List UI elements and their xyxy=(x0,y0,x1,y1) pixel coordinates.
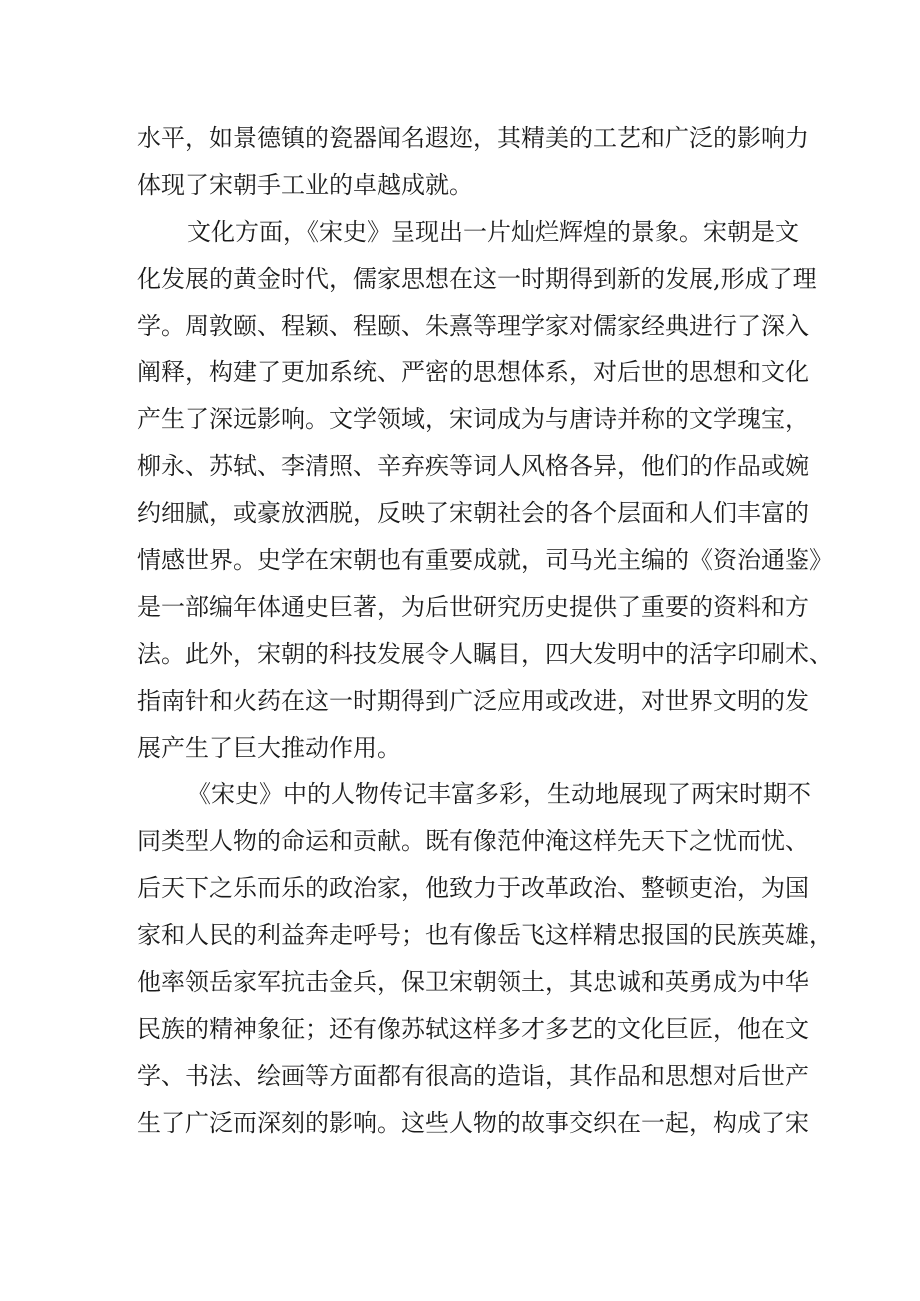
text-line: 他率领岳家军抗击金兵，保卫宋朝领土，其忠诚和英勇成为中华 xyxy=(137,968,809,997)
text-line: 化发展的黄金时代，儒家思想在这一时期得到新的发展,形成了理 xyxy=(137,264,817,293)
text-line: 后天下之乐而乐的政治家，他致力于改革政治、整顿吏治，为国 xyxy=(137,874,809,903)
text-line: 民族的精神象征；还有像苏轼这样多才多艺的文化巨匠，他在文 xyxy=(137,1014,809,1043)
text-line: 家和人民的利益奔走呼号；也有像岳飞这样精忠报国的民族英雄， xyxy=(137,921,833,950)
text-line: 学、书法、绘画等方面都有很高的造诣，其作品和思想对后世产 xyxy=(137,1061,809,1090)
text-line: 体现了宋朝手工业的卓越成就。 xyxy=(137,170,473,199)
paragraph-first-line: 《宋史》中的人物传记丰富多彩，生动地展现了两宋时期不 xyxy=(187,780,811,809)
text-line: 展产生了巨大推动作用。 xyxy=(137,733,401,762)
text-line: 指南针和火药在这一时期得到广泛应用或改进，对世界文明的发 xyxy=(137,686,809,715)
text-line: 法。此外，宋朝的科技发展令人瞩目，四大发明中的活字印刷术、 xyxy=(137,639,833,668)
text-line: 同类型人物的命运和贡献。既有像范仲淹这样先天下之忧而忧、 xyxy=(137,827,809,856)
text-line: 阐释，构建了更加系统、严密的思想体系，对后世的思想和文化 xyxy=(137,358,809,387)
text-line: 柳永、苏轼、李清照、辛弃疾等词人风格各异，他们的作品或婉 xyxy=(137,452,809,481)
text-line: 是一部编年体通史巨著，为后世研究历史提供了重要的资料和方 xyxy=(137,592,809,621)
text-line: 约细腻，或豪放洒脱，反映了宋朝社会的各个层面和人们丰富的 xyxy=(137,499,809,528)
paragraph-first-line: 文化方面，《宋史》呈现出一片灿烂辉煌的景象。宋朝是文 xyxy=(187,217,799,246)
text-line: 水平，如景德镇的瓷器闻名遐迩，其精美的工艺和广泛的影响力 xyxy=(137,124,809,152)
text-line: 情感世界。史学在宋朝也有重要成就，司马光主编的《资治通鉴》 xyxy=(137,546,833,575)
text-line: 生了广泛而深刻的影响。这些人物的故事交织在一起，构成了宋 xyxy=(137,1108,809,1137)
text-line: 学。周敦颐、程颖、程颐、朱熹等理学家对儒家经典进行了深入 xyxy=(137,311,809,340)
text-line: 产生了深远影响。文学领域，宋词成为与唐诗并称的文学瑰宝， xyxy=(137,405,809,434)
body-text xyxy=(137,115,833,1147)
